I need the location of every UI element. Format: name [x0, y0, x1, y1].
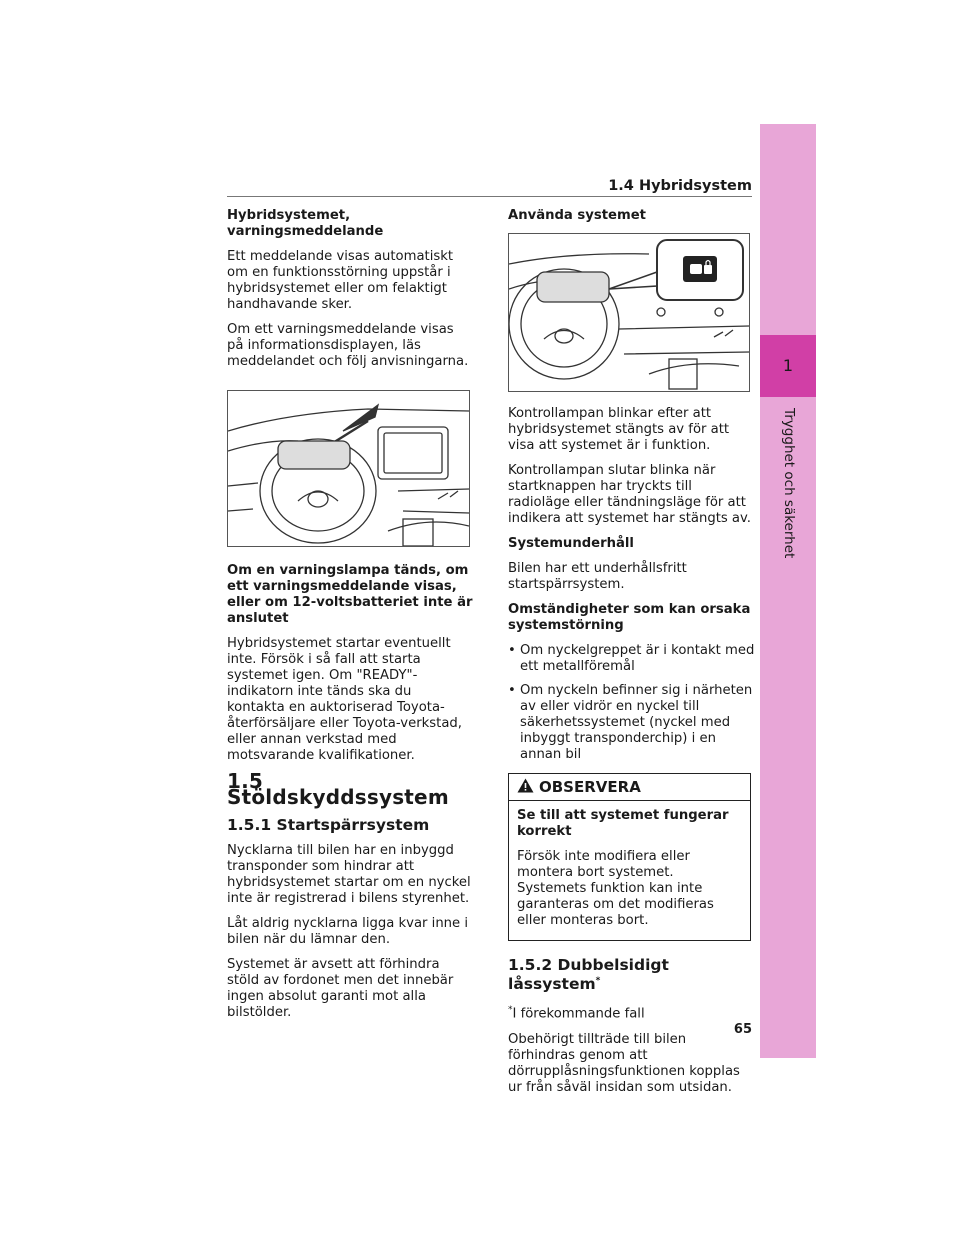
section-title-theft: 1.5 Stöldskyddssystem	[227, 769, 449, 809]
paragraph: Kontrollampan slutar blinka när startknappen har tryckts till radioläge eller tändningsläge för att indikera att systemet har stängts av.	[508, 463, 751, 526]
paragraph: Kontrollampan blinkar efter att hybridsystemet stängts av för att visa att systemet är i funktion.	[508, 406, 730, 453]
page-number: 65	[733, 1022, 752, 1037]
paragraph: Om ett varningsmeddelande visas på informationsdisplayen, läs meddelandet och följ anvisningarna.	[227, 322, 469, 369]
header-rule	[227, 196, 752, 197]
paragraph: Hybridsystemet startar eventuellt inte. Försök i så fall att starta systemet igen. Om "READY"-indikatorn inte tänds ska du kontakta en auktoriserad Toyota-återförsäljare eller Toyota-verkstad, eller annan verkstad med motsvarande kvalifikationer.	[227, 636, 462, 763]
list-item: • Om nyckelgreppet är i kontakt med ett metallföremål	[508, 643, 755, 674]
warning-triangle-icon	[517, 778, 534, 796]
list-item: • Om nyckeln befinner sig i närheten av eller vidrör en nyckel till säkerhetssystemet (nyckel med inbyggt transponderchip) i en annan bil	[508, 683, 753, 762]
dashboard-indicator-illustration	[508, 233, 750, 392]
notice-box	[508, 773, 751, 941]
chapter-number: 1	[760, 335, 816, 397]
use-heading: Använda systemet	[508, 208, 646, 223]
paragraph: Låt aldrig nycklarna ligga kvar inne i bilen när du lämnar den.	[227, 916, 469, 947]
paragraph: Obehörigt tillträde till bilen förhindras genom att dörrupplåsningsfunktionen kopplas ur från såväl insidan som utsidan.	[508, 1031, 740, 1095]
left-column	[227, 208, 473, 1030]
chapter-tab	[760, 124, 816, 1058]
section-header: 1.4 Hybridsystem	[608, 178, 752, 194]
notice-title: OBSERVERA	[539, 778, 641, 796]
maintenance-heading: Systemunderhåll	[508, 536, 634, 551]
fault-list	[508, 643, 756, 763]
notice-header	[509, 774, 750, 801]
subsection-title-immobilizer: 1.5.1 Startspärrsystem	[227, 816, 430, 834]
paragraph: Ett meddelande visas automatiskt om en funktionsstörning uppstår i hybridsystemet eller om felaktigt handhavande sker.	[227, 249, 454, 312]
right-column	[508, 208, 756, 1105]
footnote: *I förekommande fall	[508, 1005, 645, 1022]
paragraph: Systemet är avsett att förhindra stöld av fordonet men det innebär ingen absolut garanti mot alla bilstölder.	[227, 957, 454, 1020]
lamp-heading: Om en varningslampa tänds, om ett varningsmeddelande visas, eller om 12-voltsbatteriet inte är anslutet	[227, 563, 473, 626]
notice-heading: Se till att systemet fungerar korrekt	[517, 808, 729, 839]
fault-heading: Omständigheter som kan orsaka systemstörning	[508, 602, 751, 633]
paragraph: Bilen har ett underhållsfritt startspärrsystem.	[508, 561, 687, 592]
dashboard-warning-illustration	[227, 390, 470, 547]
paragraph: Nycklarna till bilen har en inbyggd transponder som hindrar att hybridsystemet startar om en nyckel inte är registrerad i bilens styrenhet.	[227, 843, 471, 906]
warning-heading: Hybridsystemet, varningsmeddelande	[227, 208, 384, 239]
asterisk-mark: *	[595, 976, 601, 986]
notice-text: Försök inte modifiera eller montera bort systemet. Systemets funktion kan inte garanteras om det modifieras eller monteras bort.	[517, 849, 714, 928]
subsection-title-deadlock: 1.5.2 Dubbelsidigt låssystem*	[508, 956, 669, 994]
chapter-label: Trygghet och säkerhet	[781, 408, 797, 559]
asterisk-mark: *	[508, 1005, 513, 1016]
